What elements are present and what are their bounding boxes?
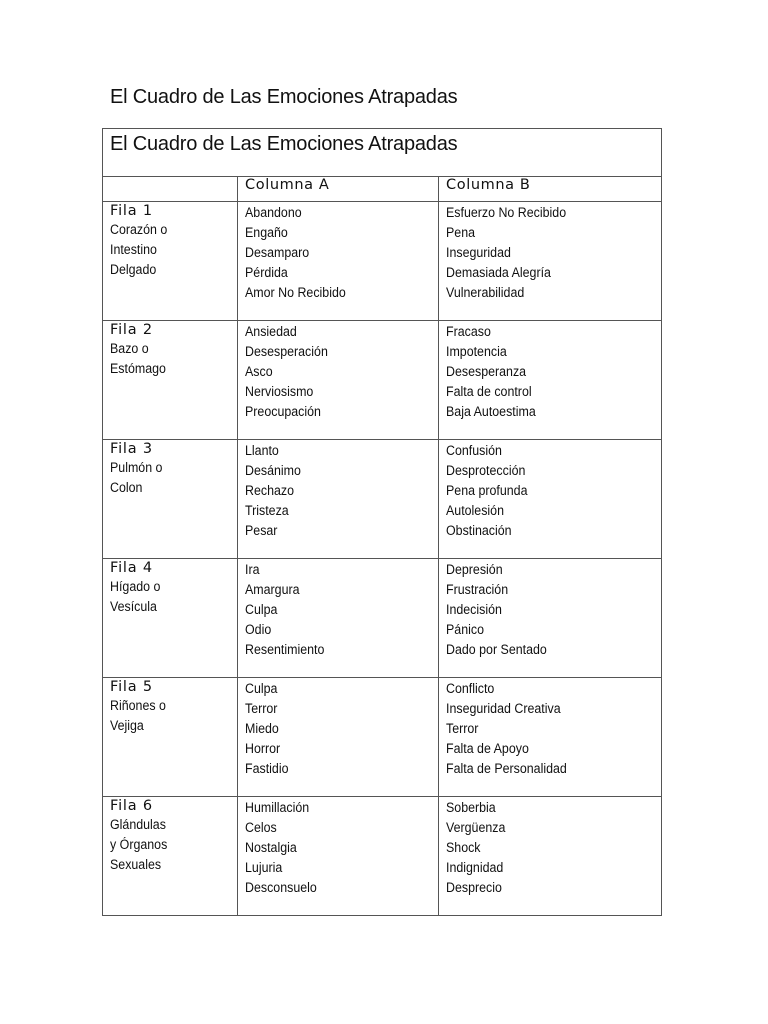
emotion-item: Indignidad: [446, 860, 504, 875]
emotion-item: Frustración: [446, 582, 509, 597]
emotion-item: Desesperación: [245, 344, 328, 359]
emotion-item: Amor No Recibido: [245, 285, 346, 300]
emotion-item: Tristeza: [245, 503, 289, 518]
emotion-item: Ira: [245, 562, 260, 577]
organ-line: Riñones o: [110, 698, 166, 713]
columna-b-cell: [439, 321, 662, 440]
columna-a-cell: [238, 797, 439, 916]
emotion-item: Esfuerzo No Recibido: [446, 205, 567, 220]
columna-a-cell: [238, 559, 439, 678]
row-label-cell: [103, 440, 238, 559]
emotion-item: Depresión: [446, 562, 503, 577]
table-title-cell: [103, 129, 662, 177]
emotion-item: Demasiada Alegría: [446, 265, 551, 280]
organ-line: Vejiga: [110, 718, 144, 733]
emotion-item: Preocupación: [245, 404, 321, 419]
emotion-item: Pérdida: [245, 265, 288, 280]
emotion-item: Horror: [245, 741, 281, 756]
column-header-row: [103, 177, 662, 202]
emotion-item: Vulnerabilidad: [446, 285, 525, 300]
columna-a-cell: [238, 440, 439, 559]
emotion-item: Impotencia: [446, 344, 507, 359]
emotion-item: Soberbia: [446, 800, 496, 815]
header-cell-columna-a: [238, 177, 439, 202]
row-label: Fila 4: [110, 560, 153, 576]
column-header-label: Columna B: [446, 177, 531, 193]
emotion-item: Nerviosismo: [245, 384, 314, 399]
organ-line: Intestino: [110, 242, 157, 257]
emotion-item: Confusión: [446, 443, 502, 458]
table-row: [103, 202, 662, 321]
organ-line: Corazón o: [110, 222, 168, 237]
emotion-item: Pena profunda: [446, 483, 528, 498]
emotion-item: Pánico: [446, 622, 484, 637]
columna-b-cell: [439, 202, 662, 321]
row-label-cell: [103, 678, 238, 797]
row-label-cell: [103, 202, 238, 321]
emotion-item: Nostalgia: [245, 840, 297, 855]
columna-a-cell: [238, 321, 439, 440]
emotion-item: Desprecio: [446, 880, 502, 895]
row-label: Fila 6: [110, 798, 153, 814]
columna-a-cell: [238, 202, 439, 321]
emotion-item: Conflicto: [446, 681, 495, 696]
emotion-item: Culpa: [245, 681, 278, 696]
organ-line: Delgado: [110, 262, 157, 277]
emotion-item: Inseguridad: [446, 245, 511, 260]
organ-line: Hígado o: [110, 579, 161, 594]
emotion-item: Fastidio: [245, 761, 289, 776]
emotion-item: Rechazo: [245, 483, 295, 498]
emotion-item: Amargura: [245, 582, 300, 597]
emotion-item: Desprotección: [446, 463, 526, 478]
emotion-item: Terror: [245, 701, 278, 716]
row-label-cell: [103, 797, 238, 916]
header-cell-empty: [103, 177, 238, 202]
row-label: Fila 3: [110, 441, 153, 457]
emotion-item: Ansiedad: [245, 324, 297, 339]
emotion-item: Asco: [245, 364, 273, 379]
emotion-item: Desesperanza: [446, 364, 527, 379]
organ-line: y Órganos: [110, 837, 168, 852]
emotion-item: Falta de control: [446, 384, 532, 399]
organ-line: Sexuales: [110, 857, 162, 872]
columna-b-cell: [439, 559, 662, 678]
emotion-item: Pesar: [245, 523, 278, 538]
column-header-label: Columna A: [245, 177, 330, 193]
organ-line: Pulmón o: [110, 460, 163, 475]
emotion-item: Vergüenza: [446, 820, 506, 835]
columna-b-cell: [439, 678, 662, 797]
document-heading: El Cuadro de Las Emociones Atrapadas: [110, 86, 458, 108]
row-label: Fila 1: [110, 203, 153, 219]
emotion-item: Miedo: [245, 721, 279, 736]
emotion-item: Baja Autoestima: [446, 404, 536, 419]
emotion-item: Falta de Personalidad: [446, 761, 567, 776]
emotion-item: Abandono: [245, 205, 302, 220]
table-row: [103, 678, 662, 797]
row-label-cell: [103, 321, 238, 440]
emotion-item: Engaño: [245, 225, 288, 240]
table-row: [103, 321, 662, 440]
organ-line: Colon: [110, 480, 143, 495]
table-row: [103, 797, 662, 916]
organ-line: Vesícula: [110, 599, 157, 614]
emotion-item: Inseguridad Creativa: [446, 701, 561, 716]
emotion-item: Obstinación: [446, 523, 512, 538]
emotion-item: Odio: [245, 622, 272, 637]
row-label: Fila 2: [110, 322, 153, 338]
emotion-item: Desánimo: [245, 463, 301, 478]
columna-a-cell: [238, 678, 439, 797]
emotion-item: Terror: [446, 721, 479, 736]
table-title: El Cuadro de Las Emociones Atrapadas: [110, 133, 458, 155]
emotion-item: Dado por Sentado: [446, 642, 547, 657]
columna-b-cell: [439, 440, 662, 559]
emotion-item: Shock: [446, 840, 481, 855]
row-label-cell: [103, 559, 238, 678]
emotion-item: Fracaso: [446, 324, 491, 339]
emotion-item: Desamparo: [245, 245, 310, 260]
emotion-item: Falta de Apoyo: [446, 741, 529, 756]
emotion-item: Culpa: [245, 602, 278, 617]
emotion-item: Resentimiento: [245, 642, 325, 657]
emotions-table: [102, 128, 662, 916]
header-cell-columna-b: [439, 177, 662, 202]
organ-line: Glándulas: [110, 817, 166, 832]
row-label: Fila 5: [110, 679, 153, 695]
emotion-item: Indecisión: [446, 602, 502, 617]
organ-line: Bazo o: [110, 341, 149, 356]
table-row: [103, 440, 662, 559]
emotion-item: Autolesión: [446, 503, 505, 518]
emotion-item: Pena: [446, 225, 476, 240]
emotion-item: Llanto: [245, 443, 279, 458]
emotion-item: Desconsuelo: [245, 880, 317, 895]
table-title-row: [103, 129, 662, 177]
columna-b-cell: [439, 797, 662, 916]
organ-line: Estómago: [110, 361, 166, 376]
table-row: [103, 559, 662, 678]
emotion-item: Celos: [245, 820, 277, 835]
emotion-item: Lujuria: [245, 860, 283, 875]
emotion-item: Humillación: [245, 800, 310, 815]
